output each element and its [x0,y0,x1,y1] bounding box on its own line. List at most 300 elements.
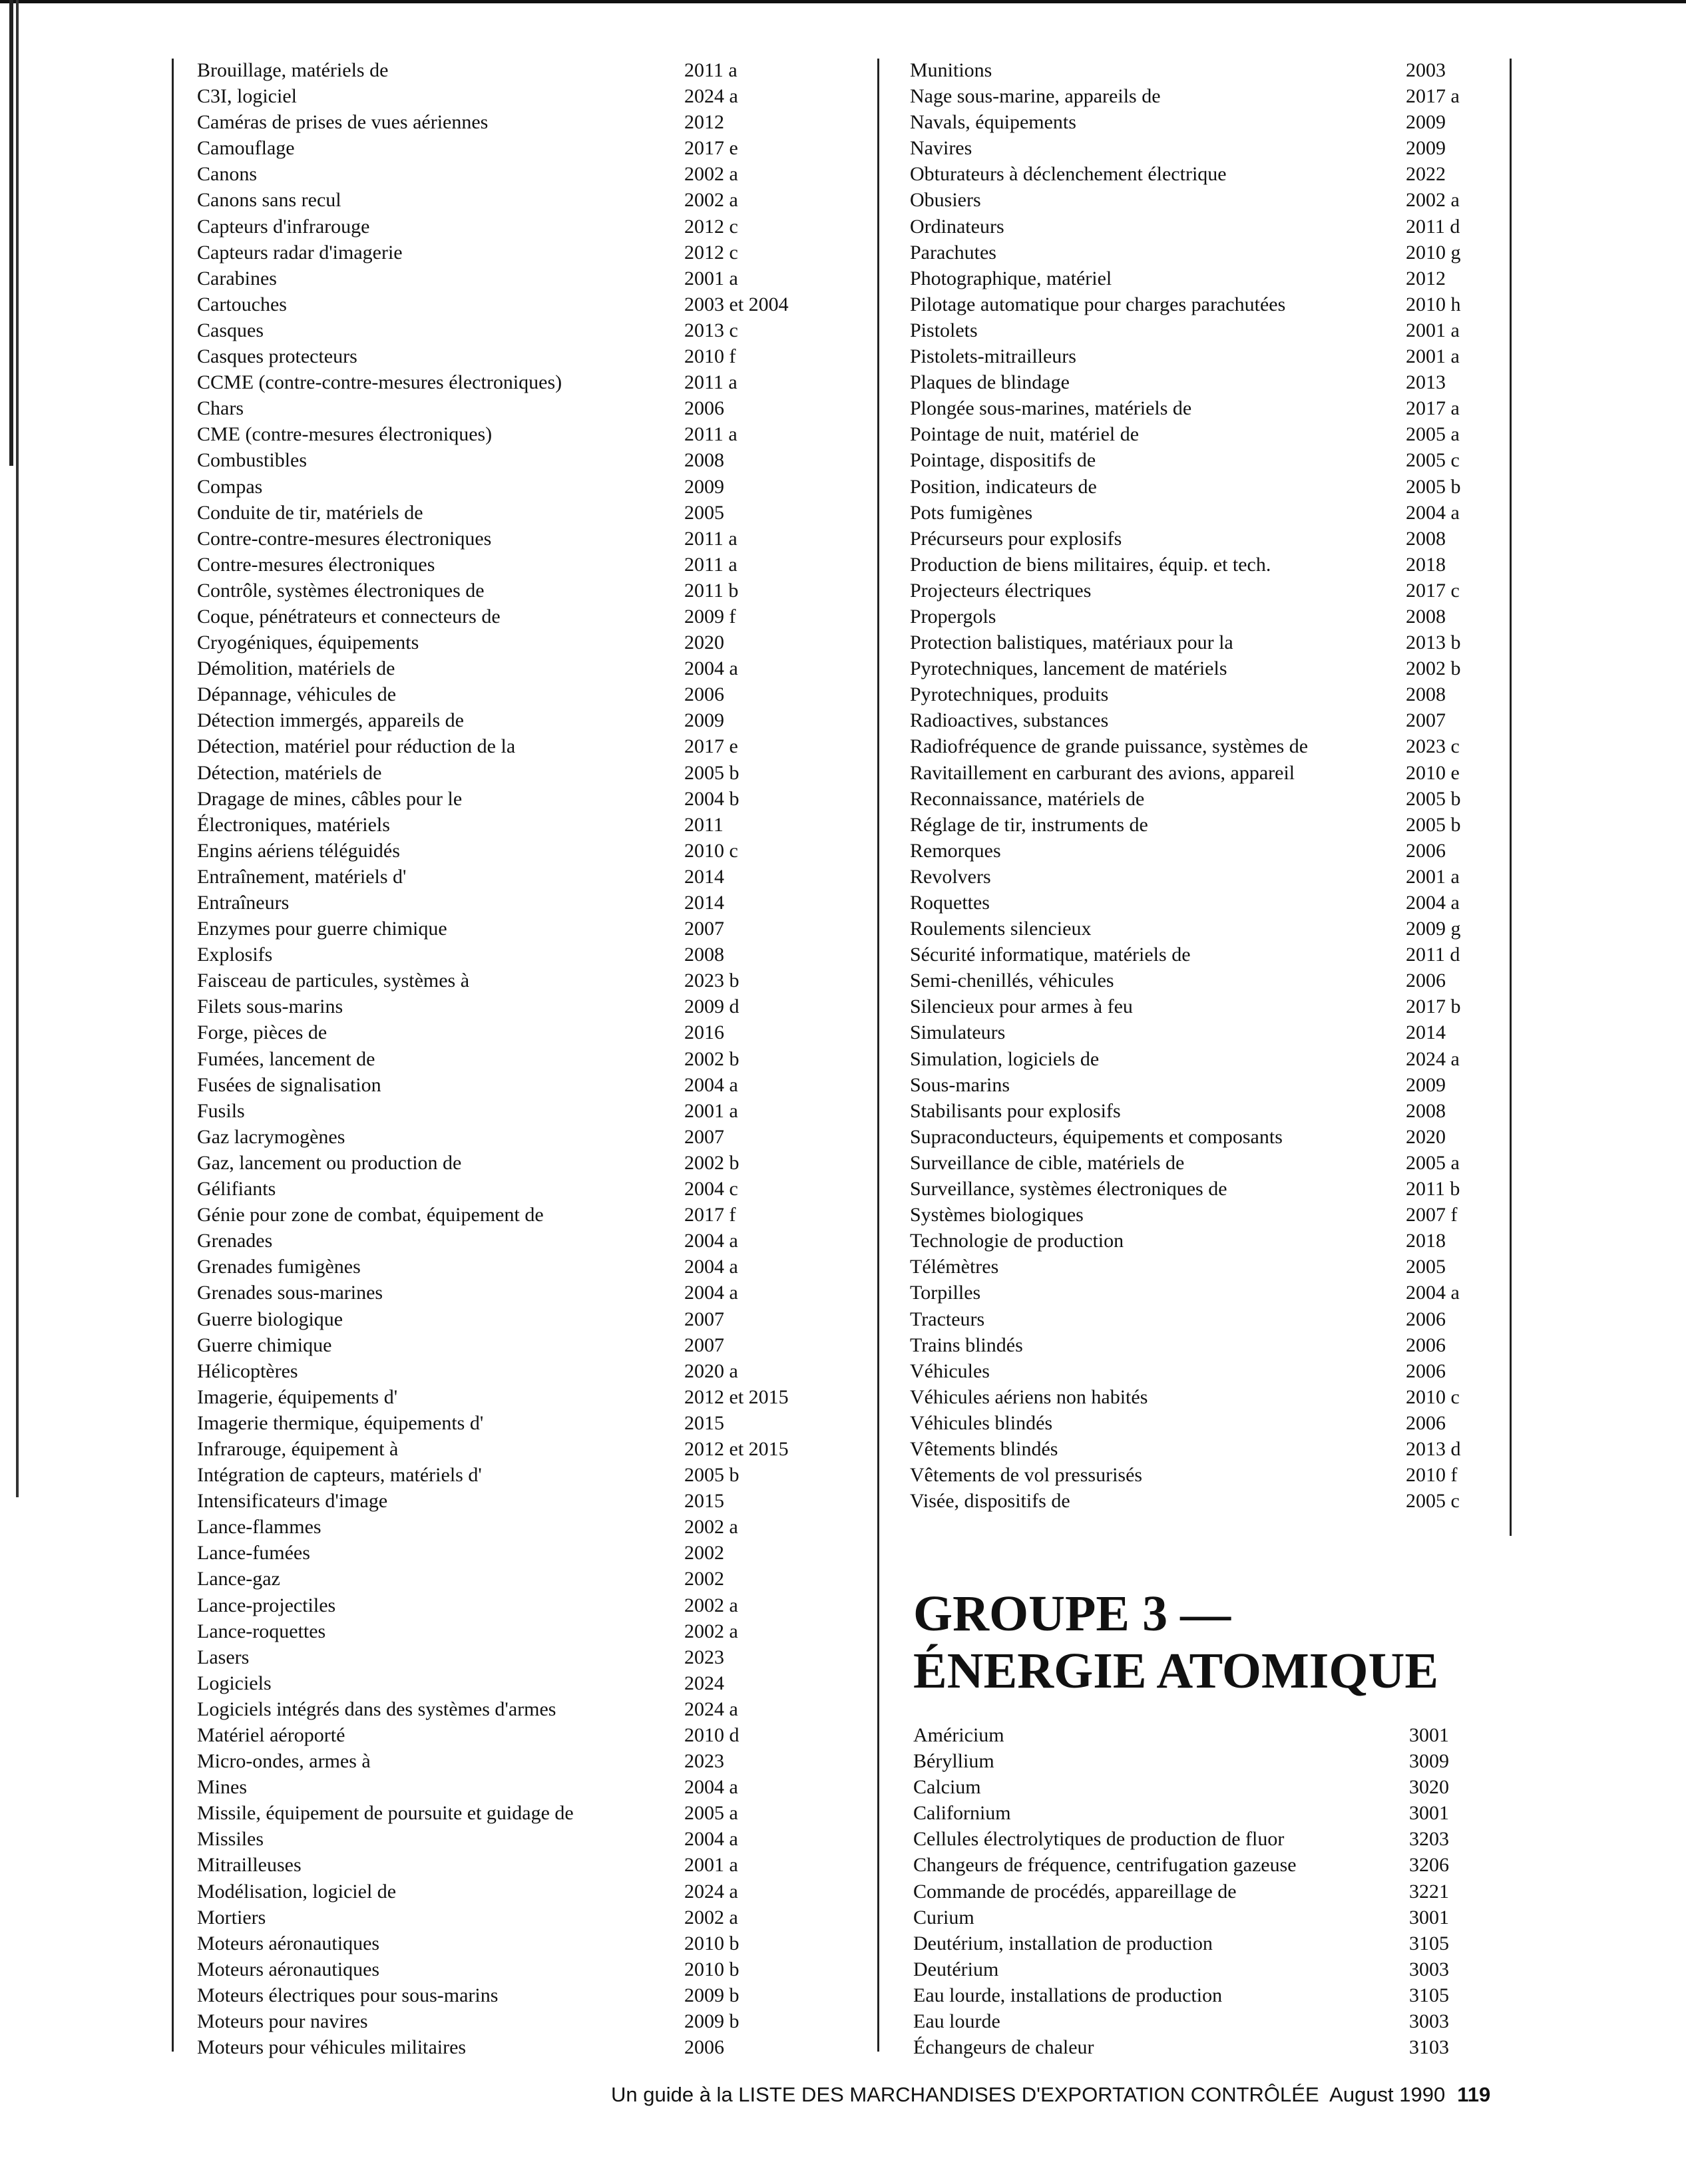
top-rule [0,0,1686,3]
entry-term: C3I, logiciel [197,85,297,108]
entry-term: Vêtements de vol pressurisés [910,1464,1143,1487]
entry-code: 2010 h [1406,293,1461,315]
entry-term: Entraînement, matériels d' [197,865,407,888]
entry-code: 2017 a [1406,397,1460,420]
entry-code: 3020 [1409,1776,1449,1799]
entry-term: Gaz lacrymogènes [197,1125,345,1148]
entry-term: Revolvers [910,865,991,888]
entry-code: 2017 e [684,137,738,160]
entry-code: 2006 [1406,839,1446,862]
entry-term: Détection, matériels de [197,761,382,784]
entry-code: 2020 a [684,1360,738,1382]
entry-code: 2002 b [684,1151,739,1174]
entry-term: Brouillage, matériels de [197,59,389,81]
entry-term: Explosifs [197,944,273,966]
entry-term: Capteurs d'infrarouge [197,215,370,238]
entry-term: Surveillance, systèmes électroniques de [910,1178,1227,1200]
entry-code: 3105 [1409,1932,1449,1954]
entry-term: Projecteurs électriques [910,579,1092,602]
entry-code: 2005 [1406,1256,1446,1278]
entry-code: 2013 [1406,371,1446,394]
entry-term: Cartouches [197,293,287,315]
entry-code: 2023 [684,1750,724,1773]
entry-code: 2009 f [684,605,736,628]
entry-code: 3203 [1409,1828,1449,1851]
entry-term: Hélicoptères [197,1360,298,1382]
entry-term: Sous-marins [910,1073,1010,1096]
entry-code: 2012 c [684,241,738,264]
entry-code: 2012 c [684,215,738,238]
entry-term: Combustibles [197,449,308,472]
entry-term: Compas [197,475,263,498]
entry-term: Échangeurs de chaleur [913,2036,1094,2059]
entry-code: 2017 b [1406,996,1461,1018]
scan-edge-mark [9,0,13,466]
entry-code: 2001 a [684,1854,738,1877]
entry-term: Grenades fumigènes [197,1256,361,1278]
entry-term: Gaz, lancement ou production de [197,1151,462,1174]
entry-term: Moteurs électriques pour sous-marins [197,1984,499,2006]
entry-code: 2010 d [684,1724,739,1746]
entry-code: 2004 a [1406,892,1460,914]
entry-term: Fusées de signalisation [197,1073,381,1096]
entry-term: Grenades [197,1230,273,1252]
column-rule-right [1510,59,1512,1536]
entry-code: 2022 [1406,163,1446,186]
entry-code: 3105 [1409,1984,1449,2006]
entry-code: 2009 g [1406,918,1461,940]
entry-term: Canons sans recul [197,189,341,212]
entry-code: 2010 f [1406,1464,1458,1487]
entry-code: 2011 b [684,579,739,602]
entry-term: Casques [197,319,264,341]
entry-code: 2008 [1406,683,1446,706]
group-3-heading-line1: GROUPE 3 — [913,1586,1231,1642]
entry-code: 3003 [1409,1958,1449,1980]
entry-code: 2010 b [684,1932,739,1954]
entry-code: 2014 [684,865,724,888]
entry-code: 2013 b [1406,632,1461,654]
entry-term: Simulateurs [910,1021,1006,1044]
entry-code: 2007 f [1406,1204,1458,1226]
entry-code: 2011 a [684,371,738,394]
entry-term: Infrarouge, équipement à [197,1437,399,1460]
entry-code: 2020 [1406,1125,1446,1148]
entry-term: Fumées, lancement de [197,1047,375,1070]
entry-code: 2008 [684,449,724,472]
entry-term: Californium [913,1802,1011,1825]
entry-code: 2009 [1406,137,1446,160]
entry-code: 2010 c [684,839,738,862]
entry-code: 2013 c [684,319,738,341]
entry-term: CCME (contre-contre-mesures électroniques) [197,371,562,394]
entry-code: 2004 b [684,787,739,810]
entry-code: 2002 b [684,1047,739,1070]
entry-code: 2004 a [684,1828,738,1851]
entry-term: Visée, dispositifs de [910,1490,1070,1513]
entry-code: 2007 [684,1308,724,1330]
entry-term: Radioactives, substances [910,709,1109,732]
entry-term: Guerre biologique [197,1308,343,1330]
entry-code: 2011 a [684,59,738,81]
entry-term: Béryllium [913,1750,994,1773]
entry-code: 2006 [684,397,724,420]
entry-code: 3001 [1409,1724,1449,1746]
entry-code: 2006 [1406,970,1446,992]
entry-term: Remorques [910,839,1001,862]
entry-code: 2003 [1406,59,1446,81]
entry-term: Parachutes [910,241,996,264]
entry-term: Propergols [910,605,996,628]
column-rule-left [172,59,174,2052]
entry-term: Reconnaissance, matériels de [910,787,1145,810]
entry-term: Ravitaillement en carburant des avions, appareil [910,761,1295,784]
entry-code: 2004 a [684,1282,738,1304]
page-footer [611,2083,1490,2107]
entry-term: Grenades sous-marines [197,1282,383,1304]
entry-term: Véhicules blindés [910,1411,1053,1434]
entry-term: Génie pour zone de combat, équipement de [197,1204,544,1226]
entry-term: Deutérium, installation de production [913,1932,1213,1954]
entry-term: Lance-roquettes [197,1620,326,1642]
entry-code: 2009 [1406,111,1446,134]
entry-code: 2005 c [1406,1490,1460,1513]
entry-code: 2004 a [1406,1282,1460,1304]
entry-code: 2004 a [684,1256,738,1278]
entry-code: 2002 a [684,163,738,186]
entry-code: 2009 b [684,2010,739,2033]
entry-code: 2006 [1406,1411,1446,1434]
entry-code: 2008 [684,944,724,966]
entry-term: Moteurs aéronautiques [197,1958,380,1980]
entry-term: Conduite de tir, matériels de [197,501,423,524]
entry-term: Lance-projectiles [197,1594,336,1616]
entry-term: Supraconducteurs, équipements et composants [910,1125,1283,1148]
entry-code: 2002 [684,1542,724,1564]
entry-term: Vêtements blindés [910,1437,1058,1460]
entry-code: 2023 c [1406,735,1460,758]
entry-code: 2007 [684,1125,724,1148]
entry-code: 2014 [1406,1021,1446,1044]
entry-code: 2017 f [684,1204,736,1226]
entry-code: 2023 [684,1646,724,1668]
entry-term: CME (contre-mesures électroniques) [197,423,493,446]
entry-term: Lance-flammes [197,1516,321,1539]
entry-code: 2013 d [1406,1437,1461,1460]
entry-code: 2007 [1406,709,1446,732]
entry-term: Matériel aéroporté [197,1724,345,1746]
entry-term: Radiofréquence de grande puissance, systèmes de [910,735,1309,758]
entry-code: 2005 a [1406,423,1460,446]
entry-term: Réglage de tir, instruments de [910,813,1148,836]
entry-term: Précurseurs pour explosifs [910,527,1122,550]
entry-term: Stabilisants pour explosifs [910,1099,1121,1122]
entry-code: 2017 a [1406,85,1460,108]
entry-code: 2024 a [684,1698,738,1720]
entry-term: Forge, pièces de [197,1021,327,1044]
entry-term: Pistolets [910,319,978,341]
entry-code: 2001 a [1406,319,1460,341]
entry-term: Pointage, dispositifs de [910,449,1096,472]
entry-term: Plaques de blindage [910,371,1070,394]
entry-code: 2020 [684,632,724,654]
entry-term: Surveillance de cible, matériels de [910,1151,1185,1174]
entry-code: 2005 b [684,761,739,784]
entry-code: 2005 b [1406,475,1461,498]
entry-term: Télémètres [910,1256,999,1278]
entry-code: 2004 a [684,657,738,680]
entry-term: Nage sous-marine, appareils de [910,85,1161,108]
entry-term: Enzymes pour guerre chimique [197,918,447,940]
entry-code: 2007 [684,918,724,940]
entry-code: 2001 a [684,267,738,289]
entry-code: 2006 [684,683,724,706]
entry-code: 2002 a [684,1516,738,1539]
entry-code: 3009 [1409,1750,1449,1773]
entry-code: 2002 a [684,1906,738,1928]
entry-term: Pointage de nuit, matériel de [910,423,1140,446]
entry-term: Technologie de production [910,1230,1124,1252]
entry-code: 2012 et 2015 [684,1437,789,1460]
entry-term: Intensificateurs d'image [197,1490,388,1513]
entry-code: 2005 a [1406,1151,1460,1174]
entry-term: Dragage de mines, câbles pour le [197,787,463,810]
entry-code: 2010 c [1406,1385,1460,1408]
entry-code: 3003 [1409,2010,1449,2033]
entry-code: 2015 [684,1490,724,1513]
entry-term: Logiciels intégrés dans des systèmes d'armes [197,1698,556,1720]
entry-code: 3001 [1409,1906,1449,1928]
entry-code: 2018 [1406,1230,1446,1252]
entry-term: Intégration de capteurs, matériels d' [197,1464,482,1487]
entry-code: 2005 b [1406,787,1461,810]
entry-code: 2011 d [1406,215,1460,238]
entry-term: Camouflage [197,137,295,160]
entry-code: 2009 [684,475,724,498]
entry-code: 2008 [1406,605,1446,628]
entry-term: Moteurs pour véhicules militaires [197,2036,467,2059]
entry-code: 3001 [1409,1802,1449,1825]
entry-term: Eau lourde [913,2010,1000,2033]
entry-term: Imagerie thermique, équipements d' [197,1411,484,1434]
entry-term: Missile, équipement de poursuite et guidage de [197,1802,574,1825]
entry-code: 2017 e [684,735,738,758]
entry-term: Fusils [197,1099,245,1122]
entry-term: Filets sous-marins [197,996,343,1018]
entry-code: 2006 [684,2036,724,2059]
entry-term: Véhicules aériens non habités [910,1385,1148,1408]
entry-code: 2024 [684,1672,724,1694]
entry-code: 2001 a [1406,865,1460,888]
entry-term: Micro-ondes, armes à [197,1750,371,1773]
entry-code: 2004 a [684,1073,738,1096]
entry-term: Imagerie, équipements d' [197,1385,398,1408]
entry-code: 2008 [1406,527,1446,550]
entry-term: Roulements silencieux [910,918,1092,940]
entry-term: Casques protecteurs [197,345,357,368]
entry-term: Curium [913,1906,974,1928]
entry-code: 2011 [684,813,724,836]
entry-term: Cryogéniques, équipements [197,632,419,654]
entry-code: 2009 [684,709,724,732]
entry-code: 2015 [684,1411,724,1434]
entry-term: Tracteurs [910,1308,985,1330]
entry-term: Caméras de prises de vues aériennes [197,111,489,134]
entry-code: 2009 [1406,1073,1446,1096]
entry-term: Changeurs de fréquence, centrifugation gazeuse [913,1854,1297,1877]
entry-code: 2002 a [684,1594,738,1616]
entry-term: Gélifiants [197,1178,276,1200]
entry-code: 2024 a [684,1880,738,1903]
entry-term: Eau lourde, installations de production [913,1984,1223,2006]
entry-term: Torpilles [910,1282,981,1304]
entry-term: Roquettes [910,892,990,914]
entry-code: 2010 e [1406,761,1460,784]
entry-term: Pilotage automatique pour charges parachutées [910,293,1286,315]
entry-term: Entraîneurs [197,892,290,914]
entry-term: Véhicules [910,1360,990,1382]
entry-term: Logiciels [197,1672,272,1694]
entry-term: Moteurs aéronautiques [197,1932,380,1954]
page-number: 119 [1457,2083,1491,2106]
entry-term: Simulation, logiciels de [910,1047,1100,1070]
entry-term: Systèmes biologiques [910,1204,1084,1226]
entry-code: 2012 et 2015 [684,1385,789,1408]
entry-code: 2014 [684,892,724,914]
entry-code: 2018 [1406,553,1446,576]
entry-term: Démolition, matériels de [197,657,395,680]
entry-term: Deutérium [913,1958,999,1980]
entry-term: Contre-contre-mesures électroniques [197,527,492,550]
entry-term: Lance-gaz [197,1568,280,1590]
entry-term: Sécurité informatique, matériels de [910,944,1191,966]
entry-code: 2001 a [684,1099,738,1122]
entry-term: Protection balistiques, matériaux pour la [910,632,1233,654]
entry-code: 2001 a [1406,345,1460,368]
entry-term: Navals, équipements [910,111,1076,134]
entry-code: 2009 b [684,1984,739,2006]
scan-edge-mark [16,0,19,1497]
entry-term: Munitions [910,59,992,81]
column-rule-middle [877,59,879,2052]
entry-term: Pistolets-mitrailleurs [910,345,1076,368]
entry-term: Obturateurs à déclenchement électrique [910,163,1227,186]
entry-term: Guerre chimique [197,1334,332,1356]
entry-term: Mines [197,1776,247,1799]
entry-code: 2003 et 2004 [684,293,789,315]
entry-code: 2011 b [1406,1178,1460,1200]
entry-code: 2016 [684,1021,724,1044]
entry-code: 2006 [1406,1308,1446,1330]
entry-term: Position, indicateurs de [910,475,1097,498]
entry-term: Calcium [913,1776,981,1799]
entry-code: 2005 b [1406,813,1461,836]
entry-term: Canons [197,163,257,186]
entry-code: 2010 g [1406,241,1461,264]
entry-code: 2024 a [684,85,738,108]
entry-code: 2024 a [1406,1047,1460,1070]
entry-term: Semi-chenillés, véhicules [910,970,1114,992]
entry-term: Silencieux pour armes à feu [910,996,1133,1018]
entry-code: 2004 c [684,1178,738,1200]
entry-code: 3221 [1409,1880,1449,1903]
entry-code: 2002 a [684,189,738,212]
entry-code: 2005 c [1406,449,1460,472]
entry-code: 2008 [1406,1099,1446,1122]
entry-code: 2006 [1406,1360,1446,1382]
entry-term: Électroniques, matériels [197,813,390,836]
entry-code: 2017 c [1406,579,1460,602]
entry-term: Dépannage, véhicules de [197,683,397,706]
entry-code: 2004 a [1406,501,1460,524]
entry-code: 2023 b [684,970,739,992]
entry-term: Navires [910,137,972,160]
entry-term: Détection immergés, appareils de [197,709,464,732]
entry-code: 2004 a [684,1230,738,1252]
entry-code: 2011 a [684,553,738,576]
footer-text: Un guide à la LISTE DES MARCHANDISES D'EXPORTATION CONTRÔLÉE August 1990 [611,2083,1446,2106]
group-3-heading-line2: ÉNERGIE ATOMIQUE [913,1643,1439,1699]
entry-code: 2002 a [684,1620,738,1642]
entry-term: Faisceau de particules, systèmes à [197,970,470,992]
entry-term: Commande de procédés, appareillage de [913,1880,1237,1903]
entry-term: Pyrotechniques, produits [910,683,1109,706]
entry-code: 2002 a [1406,189,1460,212]
entry-term: Contre-mesures électroniques [197,553,435,576]
entry-term: Engins aériens téléguidés [197,839,400,862]
group-3-heading [913,1585,1438,1700]
entry-term: Production de biens militaires, équip. et tech. [910,553,1271,576]
entry-term: Photographique, matériel [910,267,1112,289]
entry-term: Obusiers [910,189,981,212]
entry-term: Missiles [197,1828,264,1851]
entry-code: 2002 [684,1568,724,1590]
entry-code: 2012 [684,111,724,134]
entry-term: Modélisation, logiciel de [197,1880,397,1903]
entry-code: 2009 d [684,996,739,1018]
entry-term: Mitrailleuses [197,1854,302,1877]
entry-code: 2006 [1406,1334,1446,1356]
entry-term: Capteurs radar d'imagerie [197,241,403,264]
entry-code: 2010 b [684,1958,739,1980]
entry-term: Cellules électrolytiques de production de fluor [913,1828,1285,1851]
entry-code: 2010 f [684,345,736,368]
entry-code: 2007 [684,1334,724,1356]
entry-term: Plongée sous-marines, matériels de [910,397,1192,420]
entry-term: Chars [197,397,244,420]
entry-term: Contrôle, systèmes électroniques de [197,579,485,602]
entry-term: Pots fumigènes [910,501,1033,524]
entry-code: 2011 d [1406,944,1460,966]
entry-term: Trains blindés [910,1334,1023,1356]
entry-term: Coque, pénétrateurs et connecteurs de [197,605,501,628]
entry-code: 3206 [1409,1854,1449,1877]
entry-code: 2011 a [684,423,738,446]
entry-term: Américium [913,1724,1004,1746]
entry-term: Moteurs pour navires [197,2010,368,2033]
entry-code: 2002 b [1406,657,1461,680]
entry-term: Mortiers [197,1906,266,1928]
entry-code: 2011 a [684,527,738,550]
entry-term: Lasers [197,1646,250,1668]
entry-code: 2005 b [684,1464,739,1487]
entry-code: 3103 [1409,2036,1449,2059]
entry-term: Carabines [197,267,277,289]
entry-term: Pyrotechniques, lancement de matériels [910,657,1227,680]
entry-code: 2004 a [684,1776,738,1799]
entry-term: Ordinateurs [910,215,1004,238]
entry-code: 2005 a [684,1802,738,1825]
